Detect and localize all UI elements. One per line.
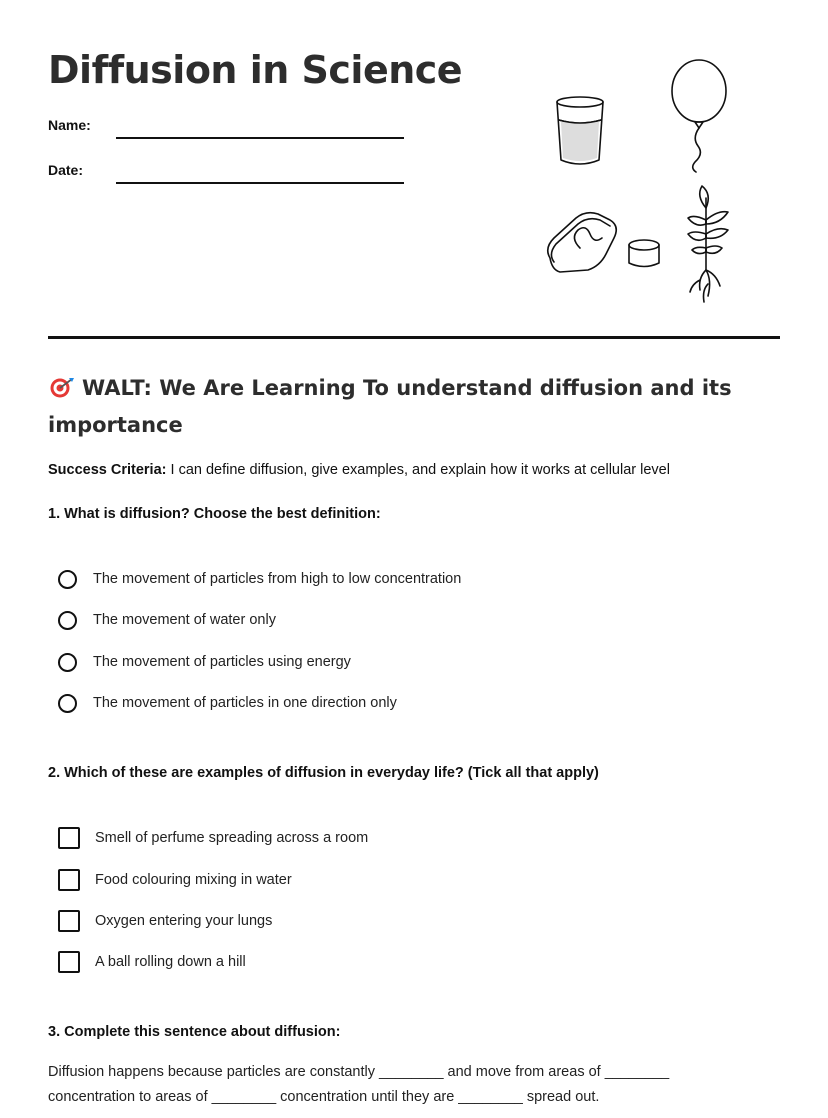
q1-option-1[interactable]: [58, 567, 461, 591]
illustrations: [540, 58, 740, 308]
success-criteria-text: I can define diffusion, give examples, and explain how it works at cellular level: [166, 462, 670, 478]
option-label: Smell of perfume spreading across a room: [95, 830, 369, 846]
q2-option-4[interactable]: [58, 950, 246, 974]
date-field[interactable]: [116, 182, 404, 184]
checkbox[interactable]: [58, 827, 80, 849]
bread-icon: [548, 213, 617, 272]
q2-option-3[interactable]: [58, 909, 272, 933]
balloon-icon: [672, 60, 726, 172]
name-label: Name:: [48, 117, 91, 133]
q1-option-3[interactable]: [58, 650, 351, 674]
option-label: Oxygen entering your lungs: [95, 913, 273, 929]
option-label: The movement of particles in one direction only: [93, 695, 397, 711]
walt-heading: [48, 370, 748, 444]
option-label: A ball rolling down a hill: [95, 954, 246, 970]
fill-in-sentence[interactable]: Diffusion happens because particles are constantly ________ and move from areas of ________ concentration to areas of ________ concentration until they are ________ spread out.: [48, 1064, 670, 1105]
q1-option-4[interactable]: [58, 691, 397, 715]
radio-button[interactable]: [58, 570, 77, 589]
glass-icon: [557, 97, 603, 164]
radio-button[interactable]: [58, 611, 77, 630]
question-2: 2. Which of these are examples of diffusion in everyday life? (Tick all that apply): [48, 765, 599, 781]
q2-option-1[interactable]: [58, 826, 368, 850]
option-label: The movement of particles using energy: [93, 654, 351, 670]
page-title: Diffusion in Science: [48, 48, 463, 92]
question-3: 3. Complete this sentence about diffusion:: [48, 1024, 341, 1040]
target-icon: [48, 376, 76, 398]
success-criteria-label: Success Criteria:: [48, 462, 167, 478]
q2-option-2[interactable]: [58, 868, 292, 892]
date-label: Date:: [48, 162, 84, 178]
checkbox[interactable]: [58, 951, 80, 973]
plant-icon: [688, 186, 728, 302]
container-icon: [629, 240, 659, 267]
option-label: The movement of particles from high to low concentration: [93, 571, 462, 587]
question-1: 1. What is diffusion? Choose the best definition:: [48, 506, 381, 522]
name-field[interactable]: [116, 137, 404, 139]
walt-text: WALT: We Are Learning To understand diffusion and its importance: [48, 376, 732, 437]
option-label: Food colouring mixing in water: [95, 872, 292, 888]
checkbox[interactable]: [58, 869, 80, 891]
radio-button[interactable]: [58, 694, 77, 713]
q1-option-2[interactable]: [58, 608, 276, 632]
success-criteria: [48, 462, 670, 478]
checkbox[interactable]: [58, 910, 80, 932]
section-divider: [48, 336, 780, 339]
radio-button[interactable]: [58, 653, 77, 672]
option-label: The movement of water only: [93, 612, 276, 628]
